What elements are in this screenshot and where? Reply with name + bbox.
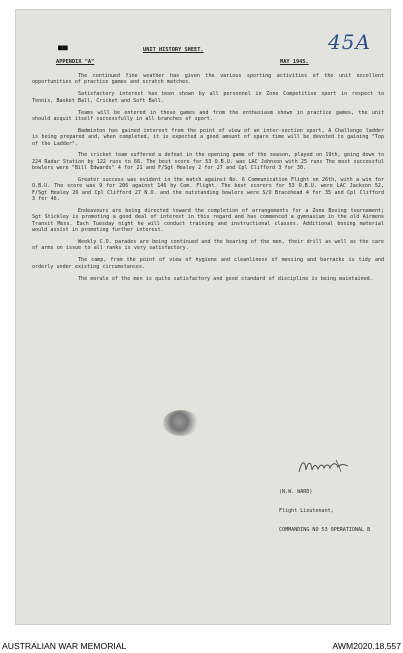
paragraph: The morale of the men is quite satisfactory and good standard of discipline is being maintained. (78, 275, 373, 282)
ink-stamp-mark (163, 410, 199, 436)
signatory-name: (N.W. WARD) (279, 488, 313, 495)
footer-institution: AUSTRALIAN WAR MEMORIAL (2, 641, 127, 651)
report-body (32, 73, 384, 288)
appendix-label: APPENDIX "A" (56, 59, 95, 65)
handwritten-number: 45A (328, 30, 371, 54)
paragraph: The cricket team suffered a defeat in the opening game of the season, played on 19th, going down to 224 Radar Station by 122 runs to 66. The best score for 53 O.B.U. was LAC Johnson with 25 runs The most successful bowlers were "Bill Edwards" 4 for 21 and F/Sgt Healey 2 for 27 and Cpl Clifford 3 for 30. (32, 152, 384, 172)
paragraph: Badminton has gained interest from the point of view of an inter-section sport, A Challenge ladder is being prepared and, when completed, it is expected a good amount of spare time will be devoted to gaining "Top of the Ladder". (32, 127, 384, 147)
corner-mark: ■■ (58, 43, 68, 52)
paragraph: The continued fine weather has given the various sporting activities of the unit excellent opportunities of practice games and scratch matches. (32, 73, 384, 86)
paragraph: Teams will be entered in these games and from the enthusiasm shown in practice games, the unit should acquit itself successfully in all branches of sport. (32, 109, 384, 122)
paragraph: Weekly C.O. parades are being continued and the bearing of the men, their drill as well as the care of arms on issue to all ranks is very satisfactory. (32, 239, 384, 252)
month-label: MAY 1945. (280, 59, 309, 65)
signatory-command: COMMANDING NO 53 OPERATIONAL B (279, 527, 371, 534)
archive-footer (0, 639, 403, 653)
paragraph: Greater success was evident in the match against No. 6 Communication Flight on 26th, with a win for O.B.U. The score was 9 for 206 against 146 by Com. Flight. The best scorers for 53 O.B.U. were LAC Jackson 52, F/Sgt Healey 26 and Cpl Clifford 27 N.O. and the outstanding bowlers were S/O Bracehead 4 for 35 and Cpl Clifford 3 for 46. (32, 177, 384, 203)
signatory-rank: Flight Lieutenant, (279, 508, 334, 515)
paragraph: Satisfactory interest has been shown by all personnel in Zone Competitive sport in respect to Tennis, Basket Ball, Cricket and Soft Ball. (32, 91, 384, 104)
paragraph: The camp, from the point of view of hygiene and cleanliness of messing and barracks is tidy and orderly under existing circumstances. (32, 257, 384, 270)
document-title: UNIT HISTORY SHEET. (143, 47, 204, 53)
footer-accession-number: AWM2020.18.557 (332, 641, 401, 651)
signature-block (279, 476, 370, 540)
paragraph: Endeavours are being directed toward the completion of arrangements for a Zone Boxing tournament; Sgt Stickley is promoting a good deal of interest in this regard and has commenced a gymnasium in the old Airmens Transit Mess. Each Tuesday night he will conduct training and instructional classes. Additional boxing material would assist in promoting further interest. (32, 208, 384, 234)
